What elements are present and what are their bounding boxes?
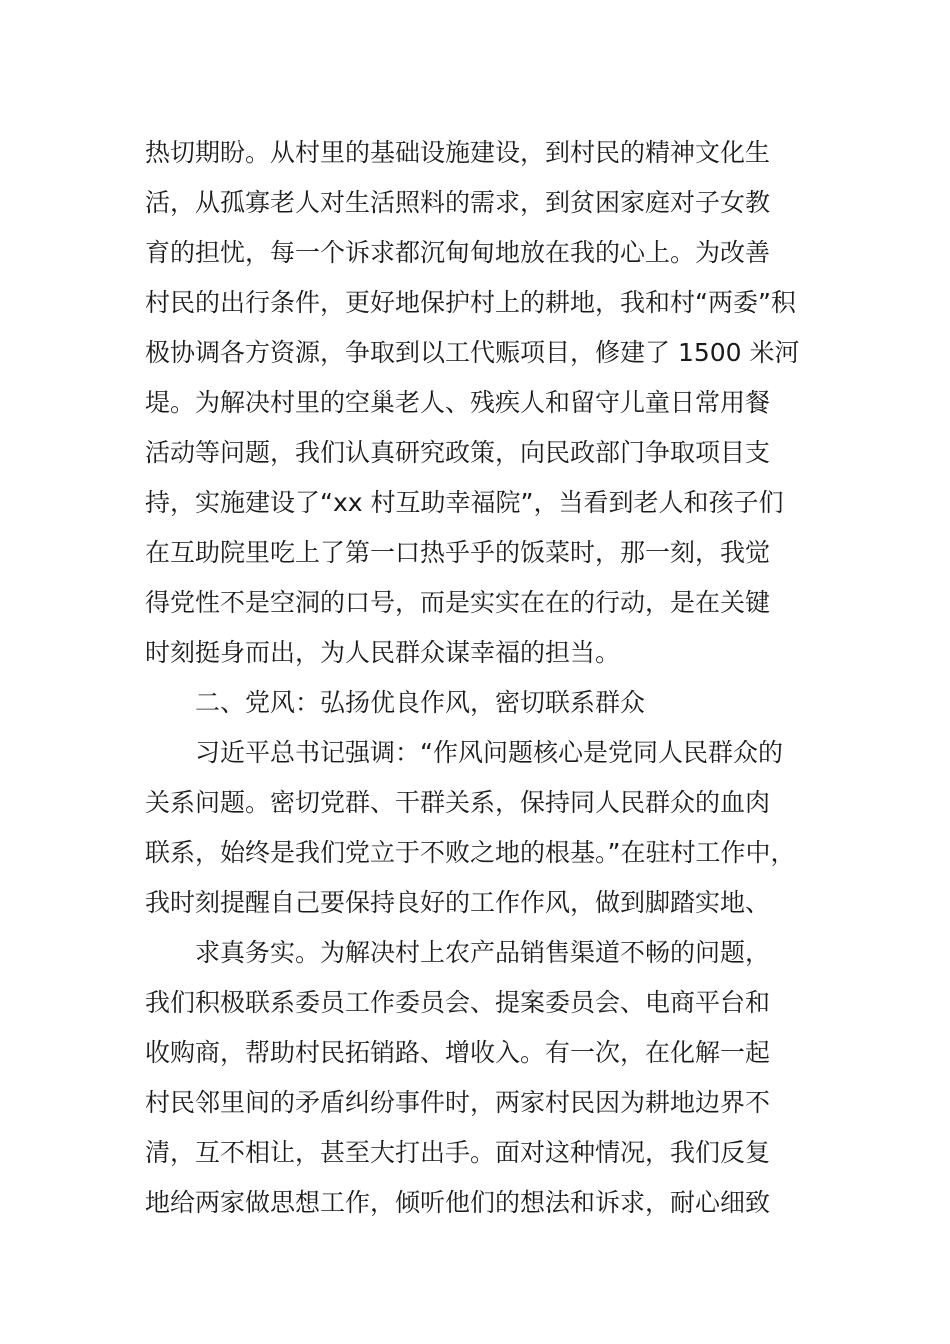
text-line: 求真务实。为解决村上农产品销售渠道不畅的问题， xyxy=(195,938,771,967)
text-line: 地给两家做思想工作，倾听他们的想法和诉求，耐心细致 xyxy=(145,1188,771,1217)
text-line: 村民的出行条件，更好地保护村上的耕地，我和村“两委”积 xyxy=(145,288,796,317)
text-line: 热切期盼。从村里的基础设施建设，到村民的精神文化生 xyxy=(145,138,771,167)
text-line: 在互助院里吃上了第一口热乎乎的饭菜时，那一刻，我觉 xyxy=(145,538,771,567)
text-line: 清，互不相让，甚至大打出手。面对这种情况，我们反复 xyxy=(145,1138,771,1167)
text-line: 持，实施建设了“xx 村互助幸福院”，当看到老人和孩子们 xyxy=(145,488,784,517)
text-line: 习近平总书记强调：“作风问题核心是党同人民群众的 xyxy=(195,738,783,767)
text-line: 活动等问题，我们认真研究政策，向民政部门争取项目支 xyxy=(145,438,771,467)
text-line: 村民邻里间的矛盾纠纷事件时，两家村民因为耕地边界不 xyxy=(145,1088,771,1117)
document-body xyxy=(145,128,845,1228)
text-line: 收购商，帮助村民拓销路、增收入。有一次，在化解一起 xyxy=(145,1038,771,1067)
text-line: 关系问题。密切党群、干群关系，保持同人民群众的血肉 xyxy=(145,788,771,817)
text-line: 活，从孤寡老人对生活照料的需求，到贫困家庭对子女教 xyxy=(145,188,771,217)
text-line: 我时刻提醒自己要保持良好的工作作风，做到脚踏实地、 xyxy=(145,888,771,917)
section-heading: 二、党风：弘扬优良作风，密切联系群众 xyxy=(195,688,646,717)
text-line: 我们积极联系委员工作委员会、提案委员会、电商平台和 xyxy=(145,988,771,1017)
text-line: 堤。为解决村里的空巢老人、残疾人和留守儿童日常用餐 xyxy=(145,388,771,417)
text-line: 得党性不是空洞的口号，而是实实在在的行动，是在关键 xyxy=(145,588,771,617)
text-line: 时刻挺身而出，为人民群众谋幸福的担当。 xyxy=(145,638,621,667)
text-line: 育的担忧，每一个诉求都沉甸甸地放在我的心上。为改善 xyxy=(145,238,771,267)
text-line: 极协调各方资源，争取到以工代赈项目，修建了 1500 米河 xyxy=(145,338,800,367)
text-line: 联系，始终是我们党立于不败之地的根基。”在驻村工作中， xyxy=(145,838,796,867)
